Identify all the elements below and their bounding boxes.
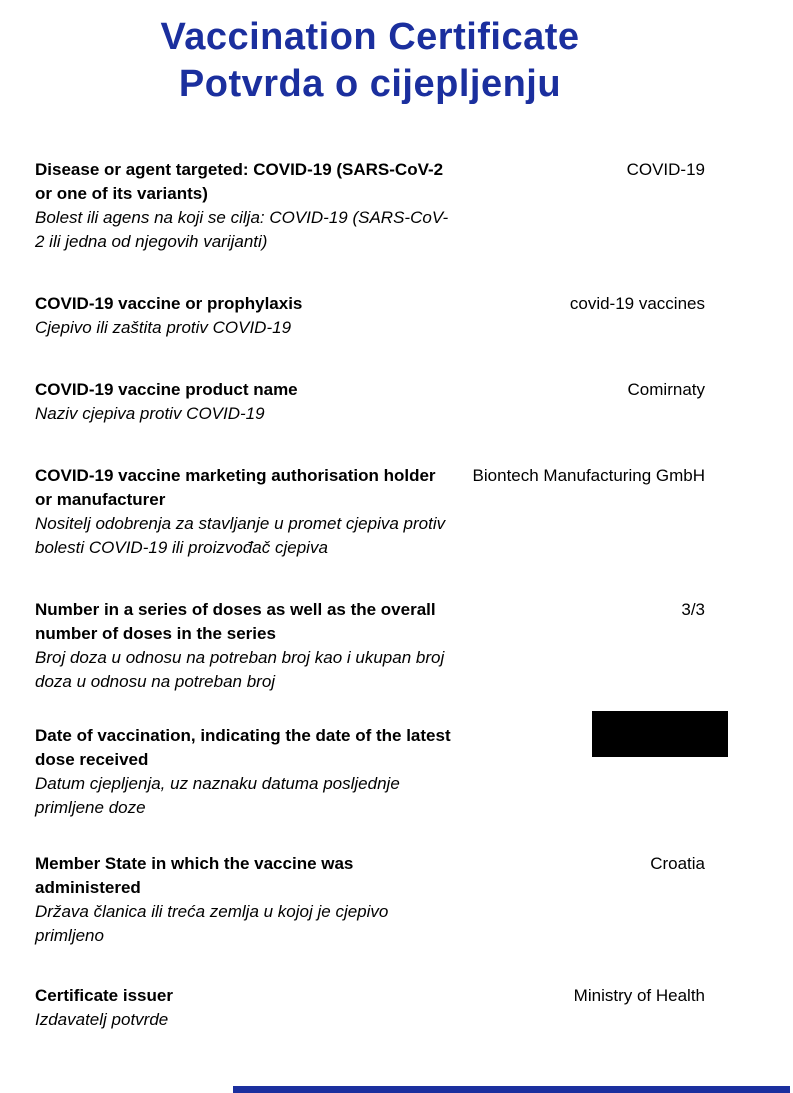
- field-label-hr: Izdavatelj potvrde: [35, 1010, 169, 1029]
- field-value: Croatia: [650, 854, 705, 873]
- field-value: [455, 724, 705, 757]
- field-label-hr: Nositelj odobrenja za stavljanje u promet cjepiva protiv bolesti COVID-19 ili proizvođač cjepiva: [35, 514, 446, 557]
- certificate-field-row: [35, 598, 705, 694]
- field-label-hr: Bolest ili agens na koji se cilja: COVID-19 (SARS-CoV-2 ili jedna od njegovih varijanti): [35, 208, 449, 251]
- field-label-en: COVID-19 vaccine or prophylaxis: [35, 294, 303, 313]
- bottom-cutoff-bar: [233, 1086, 790, 1093]
- field-label-hr: Broj doza u odnosu na potreban broj kao i ukupan broj doza u odnosu na potreban broj: [35, 648, 445, 691]
- field-label-hr: Naziv cjepiva protiv COVID-19: [35, 404, 265, 423]
- field-label-en: COVID-19 vaccine product name: [35, 380, 298, 399]
- field-value: Ministry of Health: [573, 986, 705, 1005]
- page-title-hr: Potvrda o cijepljenju: [178, 63, 562, 105]
- field-labels: [35, 378, 455, 426]
- field-value: covid-19 vaccines: [569, 294, 705, 313]
- field-value: Biontech Manufacturing GmbH: [472, 466, 705, 485]
- field-label-en: Certificate issuer: [35, 986, 173, 1005]
- field-labels: [35, 724, 455, 820]
- redacted-date-box: [592, 711, 728, 757]
- page-title: [35, 14, 705, 108]
- field-label-en: Number in a series of doses as well as the overall number of doses in the series: [35, 600, 436, 643]
- field-label-en: Member State in which the vaccine was administered: [35, 854, 354, 897]
- field-labels: [35, 852, 455, 948]
- certificate-field-row: [35, 292, 705, 340]
- field-labels: [35, 292, 455, 340]
- field-value: 3/3: [681, 600, 705, 619]
- field-labels: [35, 158, 455, 254]
- field-label-hr: Datum cjepljenja, uz naznaku datuma posljednje primljene doze: [35, 774, 400, 817]
- field-labels: [35, 598, 455, 694]
- field-value: COVID-19: [626, 160, 705, 179]
- certificate-field-row: [35, 724, 705, 820]
- certificate-fields: [35, 158, 705, 1032]
- field-labels: [35, 984, 455, 1032]
- field-label-en: COVID-19 vaccine marketing authorisation holder or manufacturer: [35, 466, 436, 509]
- certificate-field-row: [35, 852, 705, 948]
- certificate-field-row: [35, 464, 705, 560]
- certificate-field-row: [35, 378, 705, 426]
- field-label-hr: Cjepivo ili zaštita protiv COVID-19: [35, 318, 292, 337]
- field-labels: [35, 464, 455, 560]
- field-label-en: Date of vaccination, indicating the date of the latest dose received: [35, 726, 451, 769]
- field-label-en: Disease or agent targeted: COVID-19 (SARS-CoV-2 or one of its variants): [35, 160, 444, 203]
- page-title-en: Vaccination Certificate: [160, 16, 580, 58]
- field-value: Comirnaty: [627, 380, 705, 399]
- certificate-field-row: [35, 984, 705, 1032]
- certificate-field-row: [35, 158, 705, 254]
- field-label-hr: Država članica ili treća zemlja u kojoj je cjepivo primljeno: [35, 902, 389, 945]
